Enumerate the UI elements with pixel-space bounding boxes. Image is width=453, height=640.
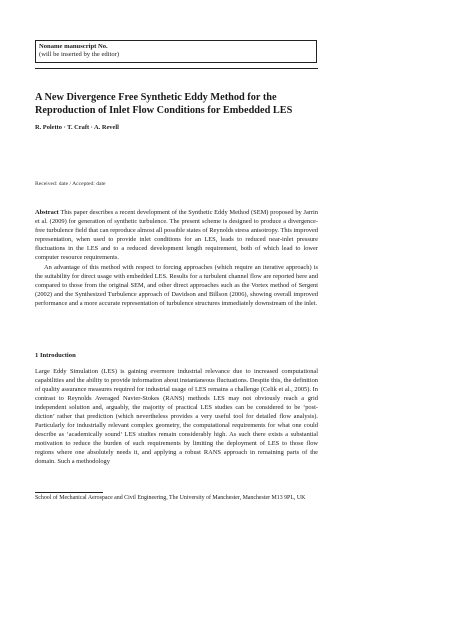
section-heading-introduction: 1 Introduction: [35, 352, 76, 359]
abstract-paragraph-2: An advantage of this method with respect to forcing approaches (which require an iterative approach) is the suitability for direct usage with embedded LES. Results for a turbulent channel flow are reported here and compared to those from the original SEM, and other direct approaches such as the Vortex method of Sergent (2002) and the Synthesized Turbulence approach of Davidson and Billson (2006), showing overall improved performance and a more accurate representation of turbulence structures immediately downstream of the inlet.: [35, 264, 318, 308]
footnote-rule: [35, 492, 103, 493]
introduction-paragraph: Large Eddy Simulation (LES) is gaining evermore industrial relevance due to increased computational capabilities and the ability to provide information about instantaneous fluctuations. Despite this, the definition of quality assurance measures required for industrial usage of LES remains a challenge (Celik et al., 2005). In contrast to Reynolds Averaged Navier-Stokes (RANS) methods LES may not obviously reach a grid independent solution and, arguably, the majority of practical LES studies can be considered to be ‘post-diction’ rather that prediction (which nevertheless provides a very useful tool for detailed flow analysis). Particularly for industrially relevant complex geometry, the computational requirements for what one could describe as ‘academically sound’ LES studies remain considerably high. As such there exists a substantial motivation to reduce the burden of such requirements by limiting the deployment of LES to those flow regions where one absolutely needs it, and applying a robust RANS approach in remaining parts of the domain. Such a methodology: [35, 368, 318, 466]
abstract-text-1: This paper describes a recent development of the Synthetic Eddy Method (SEM) proposed by Jarrin et al. (2009) for generation of synthetic turbulence. The present scheme is designed to produce a divergence-free turbulence field that can reproduce almost all possible states of Reynolds stress anisotropy. This improved representation, when used to provide inlet conditions for an LES, leads to reduced near-inlet pressure fluctuations in the LES and to a reduced development length requirement, both of which lead to lower computer resource requirements.: [35, 209, 319, 262]
abstract: [35, 208, 318, 309]
affiliation-footnote: School of Mechanical Aerospace and Civil Engineering, The University of Manchester, Manchester M13 9PL, UK: [35, 495, 306, 501]
author-list: R. Poletto · T. Craft · A. Revell: [35, 124, 119, 131]
header-rule: [35, 68, 318, 69]
abstract-paragraph-1: [35, 208, 318, 262]
introduction-body: [35, 367, 318, 467]
editor-note: (will be inserted by the editor): [39, 51, 120, 59]
abstract-label: Abstract: [35, 209, 59, 216]
received-accepted-dates: Received: date / Accepted: date: [35, 181, 106, 187]
paper-title: A New Divergence Free Synthetic Eddy Method for the Reproduction of Inlet Flow Conditions for Embedded LES: [35, 92, 293, 116]
manuscript-number-box: [35, 40, 317, 63]
manuscript-number: Noname manuscript No.: [39, 43, 108, 50]
